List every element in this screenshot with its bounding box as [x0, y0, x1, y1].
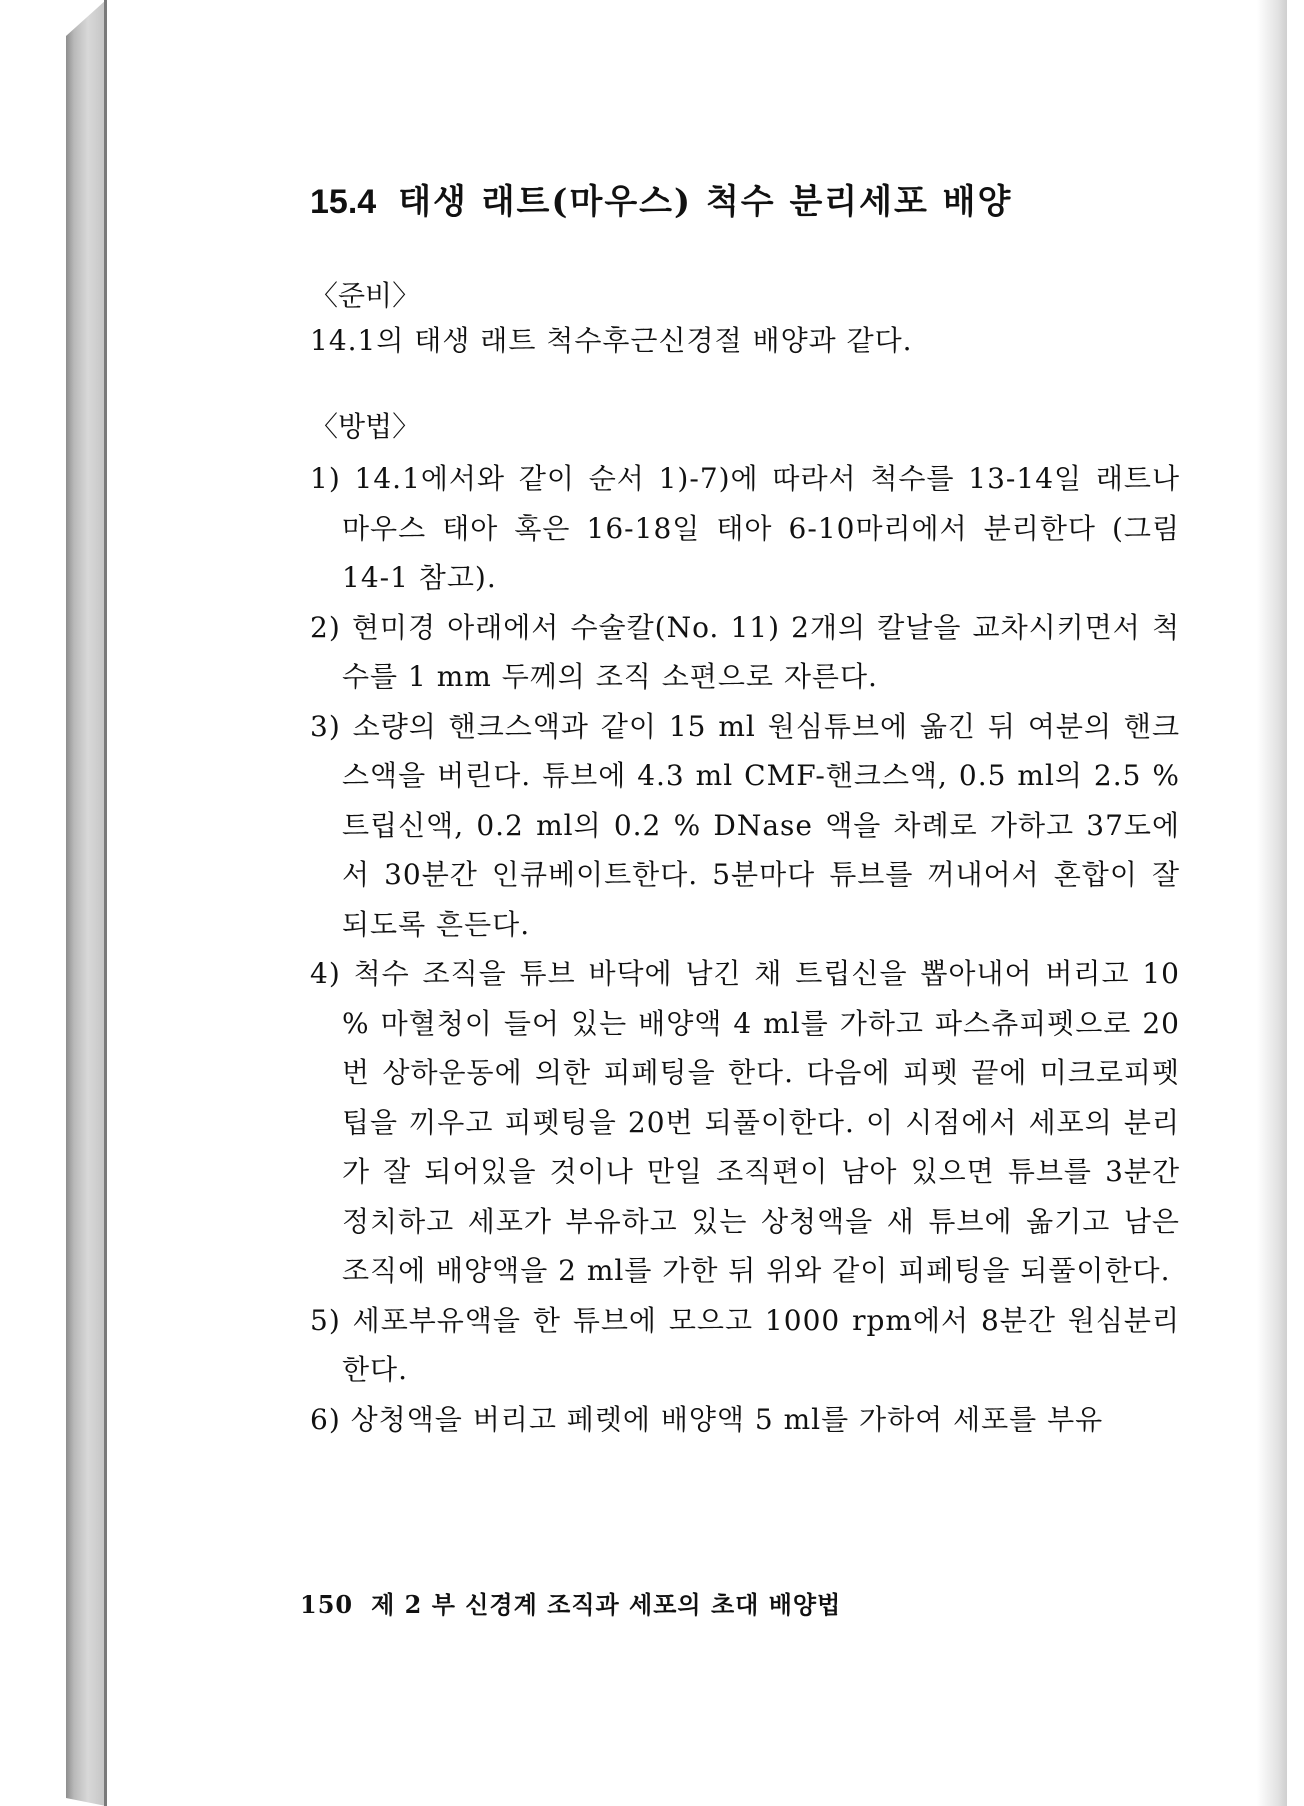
method-step-5: 5) 세포부유액을 한 튜브에 모으고 1000 rpm에서 8분간 원심분리한다. — [310, 1303, 1180, 1387]
book-spine — [66, 0, 106, 1806]
method-label: 〈방법〉 — [310, 410, 421, 444]
method-step-4: 4) 척수 조직을 튜브 바닥에 남긴 채 트립신을 뽑아내어 버리고 10 % 마혈청이 들어 있는 배양액 4 ml를 가하고 파스츄피펫으로 20번 상하운동에 의한 피페팅을 한다. 다음에 피펫 끝에 미크로피펫팁을 끼우고 피펫팅을 20번 되풀이한다. 이 시점에서 세포의 분리가 잘 되어있을 것이나 만일 조직편이 남아 있으면 튜브를 3분간 정치하고 세포가 부유하고 있는 상청액을 새 튜브에 옮기고 남은 조직에 배양액을 2 ml를 가한 뒤 위와 같이 피페팅을 되풀이한다. — [310, 957, 1180, 1288]
method-steps — [310, 454, 1180, 1444]
running-title: 제 2 부 신경계 조직과 세포의 초대 배양법 — [371, 1590, 842, 1619]
section-number: 15.4 — [310, 183, 377, 221]
page-shadow — [1257, 0, 1287, 1806]
method-step-1: 1) 14.1에서와 같이 순서 1)-7)에 따라서 척수를 13-14일 래트나 마우스 태아 혹은 16-18일 태아 6-10마리에서 분리한다 (그림 14-1 참고). — [310, 462, 1180, 595]
method-step-3: 3) 소량의 핸크스액과 같이 15 ml 원심튜브에 옮긴 뒤 여분의 핸크스액을 버린다. 튜브에 4.3 ml CMF-핸크스액, 0.5 ml의 2.5 % 트립신액, 0.2 ml의 0.2 % DNase 액을 차례로 가하고 37도에서 30분간 인큐베이트한다. 5분마다 튜브를 꺼내어서 혼합이 잘 되도록 흔든다. — [310, 709, 1180, 941]
method-step-6: 6) 상청액을 버리고 페렛에 배양액 5 ml를 가하여 세포를 부유 — [310, 1402, 1104, 1436]
spacer — [310, 363, 1180, 405]
method-step-2: 2) 현미경 아래에서 수술칼(No. 11) 2개의 칼날을 교차시키면서 척수를 1 mm 두께의 조직 소편으로 자른다. — [310, 610, 1180, 694]
preparation-label: 〈준비〉 — [310, 278, 421, 312]
preparation-text: 14.1의 태생 래트 척수후근신경절 배양과 같다. — [310, 323, 913, 357]
page-content — [310, 180, 1180, 1444]
section-title: 태생 래트(마우스) 척수 분리세포 배양 — [398, 182, 1013, 222]
section-heading — [310, 180, 1180, 226]
page-footer — [300, 1585, 841, 1620]
page-number: 150 — [300, 1590, 354, 1619]
